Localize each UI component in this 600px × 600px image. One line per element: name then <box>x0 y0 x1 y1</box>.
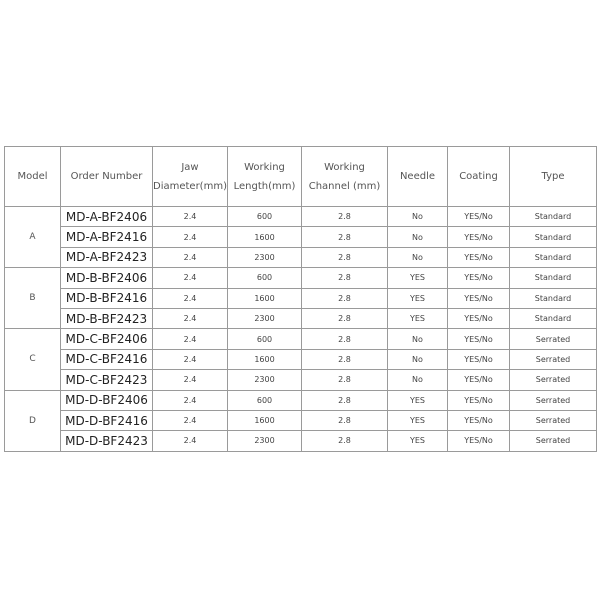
needle-cell: YES <box>388 308 448 328</box>
table-row <box>5 329 597 349</box>
coating-cell: YES/No <box>448 390 510 410</box>
type-cell: Serrated <box>510 329 597 349</box>
order-number-cell: MD-A-BF2416 <box>61 227 153 247</box>
working-length-cell: 1600 <box>228 227 302 247</box>
table-row <box>5 247 597 267</box>
jaw-diameter-cell: 2.4 <box>153 431 228 451</box>
model-cell: D <box>5 390 61 451</box>
table-body <box>5 207 597 452</box>
working-length-cell: 600 <box>228 329 302 349</box>
working-length-cell: 1600 <box>228 288 302 308</box>
needle-cell: YES <box>388 288 448 308</box>
needle-cell: No <box>388 349 448 369</box>
working-length-cell: 2300 <box>228 308 302 328</box>
type-cell: Standard <box>510 227 597 247</box>
order-number-cell: MD-A-BF2406 <box>61 207 153 227</box>
needle-cell: YES <box>388 410 448 430</box>
header-order-number: Order Number <box>61 147 153 207</box>
table-row <box>5 349 597 369</box>
header-type: Type <box>510 147 597 207</box>
header-jaw-diameter: Jaw Diameter(mm) <box>153 147 228 207</box>
header-row <box>5 147 597 207</box>
order-number-cell: MD-D-BF2416 <box>61 410 153 430</box>
header-model: Model <box>5 147 61 207</box>
jaw-diameter-cell: 2.4 <box>153 288 228 308</box>
needle-cell: No <box>388 207 448 227</box>
working-channel-cell: 2.8 <box>302 268 388 288</box>
jaw-diameter-cell: 2.4 <box>153 349 228 369</box>
coating-cell: YES/No <box>448 207 510 227</box>
coating-cell: YES/No <box>448 329 510 349</box>
coating-cell: YES/No <box>448 247 510 267</box>
model-cell: B <box>5 268 61 329</box>
working-channel-cell: 2.8 <box>302 390 388 410</box>
needle-cell: No <box>388 370 448 390</box>
needle-cell: YES <box>388 268 448 288</box>
working-channel-cell: 2.8 <box>302 370 388 390</box>
type-cell: Standard <box>510 288 597 308</box>
working-length-cell: 1600 <box>228 410 302 430</box>
order-number-cell: MD-D-BF2423 <box>61 431 153 451</box>
type-cell: Serrated <box>510 370 597 390</box>
header-needle: Needle <box>388 147 448 207</box>
order-number-cell: MD-B-BF2406 <box>61 268 153 288</box>
working-length-cell: 2300 <box>228 431 302 451</box>
working-length-cell: 2300 <box>228 370 302 390</box>
header-coating: Coating <box>448 147 510 207</box>
type-cell: Serrated <box>510 410 597 430</box>
working-length-cell: 1600 <box>228 349 302 369</box>
working-channel-cell: 2.8 <box>302 431 388 451</box>
coating-cell: YES/No <box>448 268 510 288</box>
working-length-cell: 600 <box>228 390 302 410</box>
order-number-cell: MD-C-BF2416 <box>61 349 153 369</box>
working-length-cell: 600 <box>228 207 302 227</box>
working-channel-cell: 2.8 <box>302 227 388 247</box>
table-row <box>5 227 597 247</box>
table-row <box>5 431 597 451</box>
type-cell: Serrated <box>510 431 597 451</box>
order-number-cell: MD-A-BF2423 <box>61 247 153 267</box>
jaw-diameter-cell: 2.4 <box>153 227 228 247</box>
coating-cell: YES/No <box>448 370 510 390</box>
table-row <box>5 268 597 288</box>
jaw-diameter-cell: 2.4 <box>153 390 228 410</box>
table-row <box>5 308 597 328</box>
coating-cell: YES/No <box>448 308 510 328</box>
coating-cell: YES/No <box>448 410 510 430</box>
order-number-cell: MD-C-BF2423 <box>61 370 153 390</box>
order-number-cell: MD-B-BF2423 <box>61 308 153 328</box>
type-cell: Standard <box>510 308 597 328</box>
type-cell: Standard <box>510 247 597 267</box>
type-cell: Serrated <box>510 349 597 369</box>
table-row <box>5 390 597 410</box>
header-working-channel: Working Channel (mm) <box>302 147 388 207</box>
needle-cell: YES <box>388 431 448 451</box>
type-cell: Standard <box>510 268 597 288</box>
jaw-diameter-cell: 2.4 <box>153 410 228 430</box>
model-cell: A <box>5 207 61 268</box>
jaw-diameter-cell: 2.4 <box>153 370 228 390</box>
model-cell: C <box>5 329 61 390</box>
product-spec-table <box>4 146 597 452</box>
working-channel-cell: 2.8 <box>302 329 388 349</box>
type-cell: Standard <box>510 207 597 227</box>
working-channel-cell: 2.8 <box>302 410 388 430</box>
table-row <box>5 288 597 308</box>
type-cell: Serrated <box>510 390 597 410</box>
jaw-diameter-cell: 2.4 <box>153 308 228 328</box>
working-channel-cell: 2.8 <box>302 247 388 267</box>
coating-cell: YES/No <box>448 227 510 247</box>
needle-cell: No <box>388 247 448 267</box>
needle-cell: No <box>388 329 448 349</box>
working-channel-cell: 2.8 <box>302 349 388 369</box>
table-row <box>5 410 597 430</box>
coating-cell: YES/No <box>448 431 510 451</box>
working-channel-cell: 2.8 <box>302 288 388 308</box>
jaw-diameter-cell: 2.4 <box>153 268 228 288</box>
working-channel-cell: 2.8 <box>302 207 388 227</box>
jaw-diameter-cell: 2.4 <box>153 207 228 227</box>
working-channel-cell: 2.8 <box>302 308 388 328</box>
working-length-cell: 600 <box>228 268 302 288</box>
order-number-cell: MD-B-BF2416 <box>61 288 153 308</box>
table-row <box>5 207 597 227</box>
order-number-cell: MD-C-BF2406 <box>61 329 153 349</box>
needle-cell: No <box>388 227 448 247</box>
table-row <box>5 370 597 390</box>
coating-cell: YES/No <box>448 288 510 308</box>
header-working-length: Working Length(mm) <box>228 147 302 207</box>
coating-cell: YES/No <box>448 349 510 369</box>
working-length-cell: 2300 <box>228 247 302 267</box>
jaw-diameter-cell: 2.4 <box>153 329 228 349</box>
jaw-diameter-cell: 2.4 <box>153 247 228 267</box>
needle-cell: YES <box>388 390 448 410</box>
order-number-cell: MD-D-BF2406 <box>61 390 153 410</box>
